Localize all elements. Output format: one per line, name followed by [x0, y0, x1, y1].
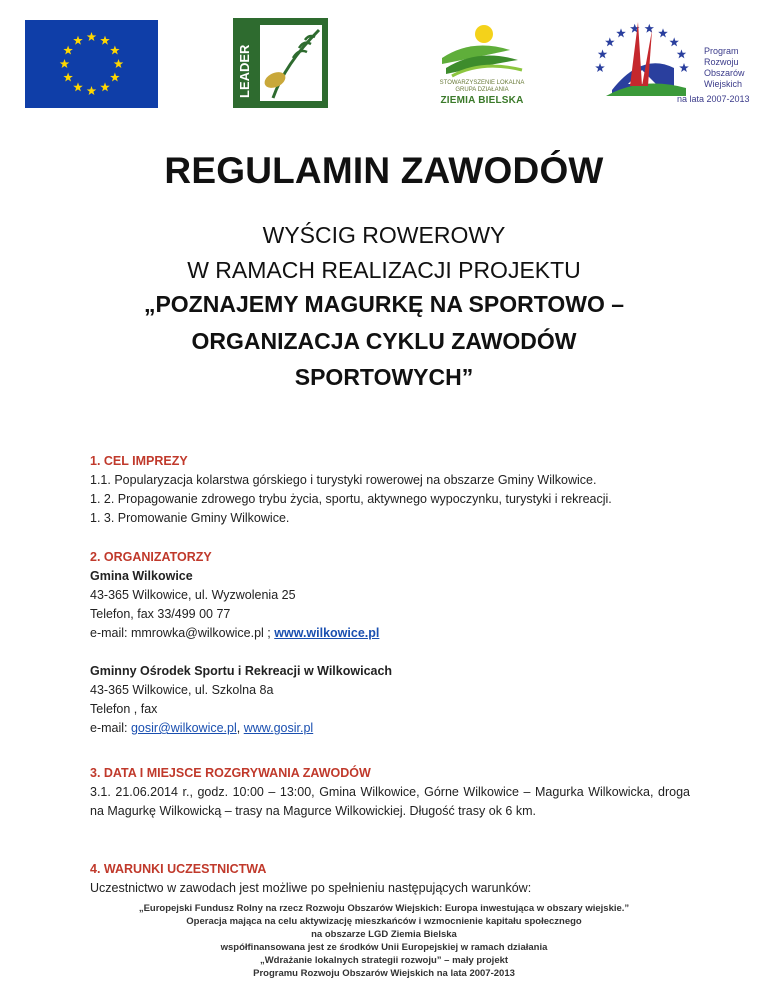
section-goal — [90, 452, 690, 528]
section-conditions — [90, 860, 690, 898]
section-organizers-heading: 2. ORGANIZATORZY — [90, 550, 212, 564]
prow-star-icon — [598, 49, 608, 58]
goal-item-1: 1.1. Popularyzacja kolarstwa górskiego i turystyki rowerowej na obszarze Gminy Wilkowice. — [90, 473, 597, 487]
footer-line-5: „Wdrażanie lokalnych strategii rozwoju” – mały projekt — [259, 955, 509, 966]
organizer-2-email-link[interactable]: gosir@wilkowice.pl — [130, 721, 237, 735]
prow-logo — [582, 12, 762, 108]
prow-program-text: Program Rozwoju Obszarów Wiejskich — [704, 46, 745, 89]
section-date-place-heading: 3. DATA I MIEJSCE ROZGRYWANIA ZAWODÓW — [90, 766, 371, 780]
section-conditions-heading: 4. WARUNKI UCZESTNICTWA — [90, 862, 267, 876]
footer-line-3: na obszarze LGD Ziemia Bielska — [311, 929, 457, 940]
footer-line-1: „Europejski Fundusz Rolny na rzecz Rozwoju Obszarów Wiejskich: Europa inwestująca w obszary wiejskie.” — [138, 903, 630, 914]
funding-footer — [0, 902, 768, 980]
leader-icon — [233, 18, 328, 108]
subtitle-line-3: „POZNAJEMY MAGURKĘ NA SPORTOWO – — [143, 291, 625, 317]
eu-flag-logo — [25, 20, 158, 108]
footer-line-2: Operacja mająca na celu aktywizację mieszkańców i wzmocnienie kapitału społecznego — [186, 916, 582, 927]
prow-star-icon — [658, 28, 668, 37]
lgd-icon — [432, 20, 532, 80]
section-goal-heading: 1. CEL IMPREZY — [90, 454, 188, 468]
organizer-2-name: Gminny Ośrodek Sportu i Rekreacji w Wilkowicach — [90, 664, 393, 678]
lgd-name-text: ZIEMIA BIELSKA — [440, 95, 524, 106]
subtitle-line-1: WYŚCIG ROWEROWY — [262, 222, 506, 248]
prow-star-icon — [679, 63, 689, 72]
organizer-1-www-link[interactable]: www.wilkowice.pl — [274, 626, 380, 640]
footer-line-4: współfinansowana jest ze środków Unii Europejskiej w ramach działania — [220, 942, 548, 953]
leader-logo — [233, 18, 328, 108]
prow-star-icon — [669, 37, 679, 46]
organizer-1-email: e-mail: mmrowka@wilkowice.pl ; — [90, 626, 275, 640]
lgd-ziemia-bielska-logo — [432, 20, 532, 108]
organizer-1-address: 43-365 Wilkowice, ul. Wyzwolenia 25 — [90, 588, 296, 602]
organizer-2-contact: e-mail: gosir@wilkowice.pl, www.gosir.pl — [90, 721, 314, 735]
svg-text:LEADER: LEADER — [237, 44, 252, 98]
organizer-1-phone: Telefon, fax 33/499 00 77 — [90, 607, 231, 621]
goal-item-2: 1. 2. Propagowanie zdrowego trybu życia, sportu, aktywnego wypoczynku, turystyki i rekreacji. — [90, 492, 612, 506]
prow-star-icon — [616, 28, 626, 37]
prow-star-icon — [605, 37, 615, 46]
prow-star-icon — [677, 49, 687, 58]
prow-star-icon — [645, 24, 655, 33]
subtitle-line-5: SPORTOWYCH” — [294, 364, 474, 390]
organizer-2-address: 43-365 Wilkowice, ul. Szkolna 8a — [90, 683, 274, 697]
section-organizers — [90, 548, 690, 738]
lgd-small-text: STOWARZYSZENIE LOKALNA GRUPA DZIAŁANIA — [439, 80, 525, 93]
organizer-1-name: Gmina Wilkowice — [90, 569, 193, 583]
prow-years-text: na lata 2007-2013 — [677, 94, 750, 104]
organizer-1-contact — [90, 624, 690, 643]
organizer-2-phone: Telefon , fax — [90, 702, 158, 716]
logo-bar — [0, 0, 768, 125]
document-title: REGULAMIN ZAWODÓW — [164, 150, 604, 191]
goal-item-3: 1. 3. Promowanie Gminy Wilkowice. — [90, 511, 290, 525]
conditions-text: Uczestnictwo w zawodach jest możliwe po spełnieniu następujących warunków: — [90, 881, 532, 895]
footer-line-6: Programu Rozwoju Obszarów Wiejskich na lata 2007-2013 — [253, 968, 515, 979]
eu-flag-icon — [25, 20, 158, 108]
organizer-2-www-link[interactable]: www.gosir.pl — [243, 721, 314, 735]
section-date-place — [90, 764, 690, 821]
subtitle-line-4: ORGANIZACJA CYKLU ZAWODÓW — [191, 328, 577, 354]
date-place-text: 3.1. 21.06.2014 r., godz. 10:00 – 13:00, Gmina Wilkowice, Górne Wilkowice – Magurka Wilkowicka, droga na Magurkę Wilkowicką – trasy na Magurce Wilkowickiej. Długość trasy ok 6 km. — [90, 785, 690, 818]
prow-star-icon — [595, 63, 605, 72]
subtitle-line-2: W RAMACH REALIZACJI PROJEKTU — [187, 257, 581, 283]
